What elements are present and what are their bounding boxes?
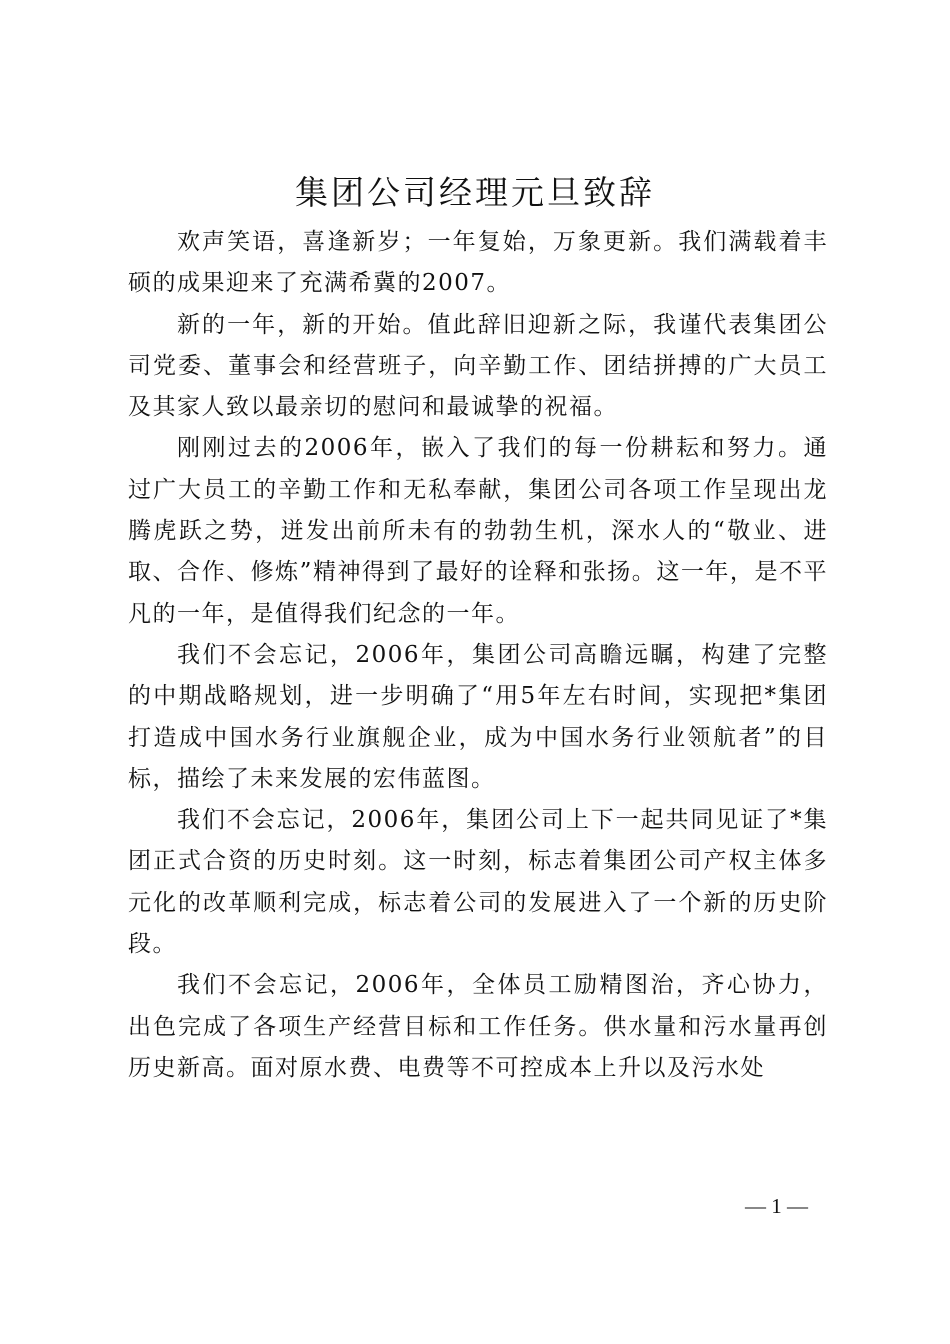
paragraph: 刚刚过去的2006年，嵌入了我们的每一份耕耘和努力。通过广大员工的辛勤工作和无私奉献，集团公司各项工作呈现出龙腾虎跃之势，迸发出前所未有的勃勃生机，深水人的“敬业、进取、合作、修炼”精神得到了最好的诠释和张扬。这一年，是不平凡的一年，是值得我们纪念的一年。 [128, 435, 828, 627]
paragraph: 我们不会忘记，2006年，集团公司上下一起共同见证了*集团正式合资的历史时刻。这一时刻，标志着集团公司产权主体多元化的改革顺利完成，标志着公司的发展进入了一个新的历史阶段。 [128, 807, 828, 958]
paragraph: 欢声笑语，喜逢新岁；一年复始，万象更新。我们满载着丰硕的成果迎来了充满希冀的2007。 [128, 229, 828, 297]
document-body [128, 222, 828, 1089]
page-number: — 1 — [745, 1194, 808, 1218]
paragraph: 新的一年，新的开始。值此辞旧迎新之际，我谨代表集团公司党委、董事会和经营班子，向辛勤工作、团结拼搏的广大员工及其家人致以最亲切的慰问和最诚挚的祝福。 [128, 311, 828, 421]
document-title: 集团公司经理元旦致辞 [295, 173, 655, 212]
paragraph: 我们不会忘记，2006年，全体员工励精图治，齐心协力，出色完成了各项生产经营目标和工作任务。供水量和污水量再创历史新高。面对原水费、电费等不可控成本上升以及污水处 [128, 972, 828, 1081]
paragraph: 我们不会忘记，2006年，集团公司高瞻远瞩，构建了完整的中期战略规划，进一步明确了“用5年左右时间，实现把*集团打造成中国水务行业旗舰企业，成为中国水务行业领航者”的目标，描绘了未来发展的宏伟蓝图。 [128, 641, 828, 792]
